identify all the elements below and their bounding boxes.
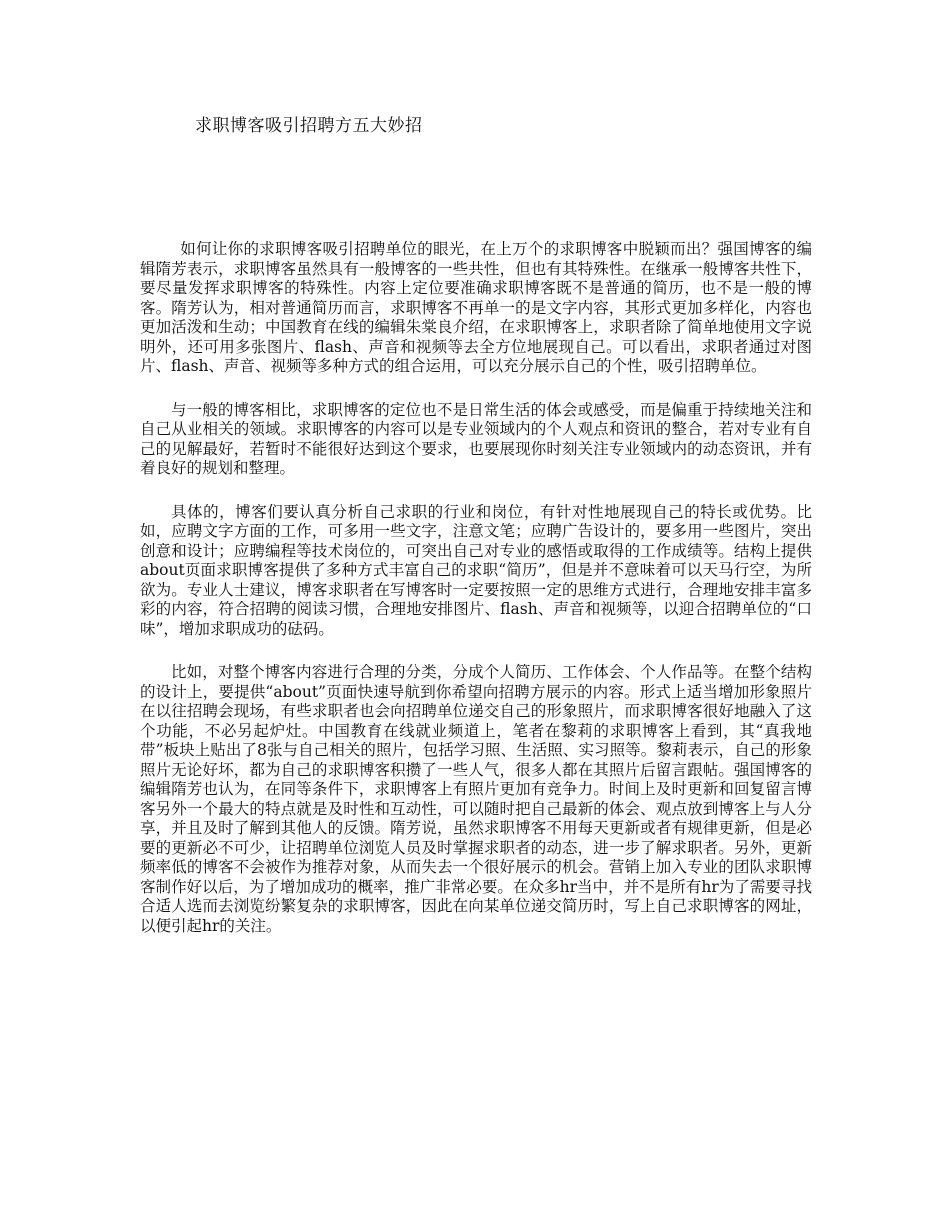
paragraph-2: 与一般的博客相比，求职博客的定位也不是日常生活的体会或感受，而是偏重于持续地关注和自己从业相关的领域。求职博客的内容可以是专业领域内的个人观点和资讯的整合，若对专业有自己的见解最好，若暂时不能很好达到这个要求，也要展现你时刻关注专业领域内的动态资讯，并有着良好的规划和整理。 (140, 400, 812, 477)
document-body (140, 240, 812, 960)
paragraph-1: 如何让你的求职博客吸引招聘单位的眼光，在上万个的求职博客中脱颖而出？强国博客的编辑隋芳表示，求职博客虽然具有一般博客的一些共性，但也有其特殊性。在继承一般博客共性下，要尽量发挥求职博客的特殊性。内容上定位要准确求职博客既不是普通的简历，也不是一般的博客。隋芳认为，相对普通简历而言，求职博客不再单一的是文字内容，其形式更加多样化，内容也更加活泼和生动；中国教育在线的编辑朱棠良介绍，在求职博客上，求职者除了简单地使用文字说明外，还可用多张图片、flash、声音和视频等去全方位地展现自己。可以看出，求职者通过对图片、flash、声音、视频等多种方式的组合运用，可以充分展示自己的个性，吸引招聘单位。 (140, 240, 812, 375)
paragraph-4: 比如，对整个博客内容进行合理的分类，分成个人简历、工作体会、个人作品等。在整个结构的设计上，要提供“about”页面快速导航到你希望向招聘方展示的内容。形式上适当增加形象照片在以往招聘会现场，有些求职者也会向招聘单位递交自己的形象照片，而求职博客很好地融入了这个功能，不必另起炉灶。中国教育在线就业频道上，笔者在黎莉的求职博客上看到，其“真我地带”板块上贴出了8张与自己相关的照片，包括学习照、生活照、实习照等。黎莉表示，自己的形象照片无论好坏，都为自己的求职博客积攒了一些人气，很多人都在其照片后留言跟帖。强国博客的编辑隋芳也认为，在同等条件下，求职博客上有照片更加有竞争力。时间上及时更新和回复留言博客另外一个最大的特点就是及时性和互动性，可以随时把自己最新的体会、观点放到博客上与人分享，并且及时了解到其他人的反馈。隋芳说，虽然求职博客不用每天更新或者有规律更新，但是必要的更新必不可少，让招聘单位浏览人员及时掌握求职者的动态，进一步了解求职者。另外，更新频率低的博客不会被作为推荐对象，从而失去一个很好展示的机会。营销上加入专业的团队求职博客制作好以后，为了增加成功的概率，推广非常必要。在众多hr当中，并不是所有hr为了需要寻找合适人选而去浏览纷繁复杂的求职博客，因此在向某单位递交简历时，写上自己求职博客的网址，以便引起hr的关注。 (140, 663, 812, 935)
document-title: 求职博客吸引招聘方五大妙招 (195, 116, 423, 136)
paragraph-3: 具体的，博客们要认真分析自己求职的行业和岗位，有针对性地展现自己的特长或优势。比如，应聘文字方面的工作，可多用一些文字，注意文笔；应聘广告设计的，要多用一些图片，突出创意和设计；应聘编程等技术岗位的，可突出自己对专业的感悟或取得的工作成绩等。结构上提供about页面求职博客提供了多种方式丰富自己的求职“简历”，但是并不意味着可以天马行空，为所欲为。专业人士建议，博客求职者在写博客时一定要按照一定的思维方式进行，合理地安排丰富多彩的内容，符合招聘的阅读习惯，合理地安排图片、flash、声音和视频等，以迎合招聘单位的“口味”，增加求职成功的砝码。 (140, 502, 812, 638)
